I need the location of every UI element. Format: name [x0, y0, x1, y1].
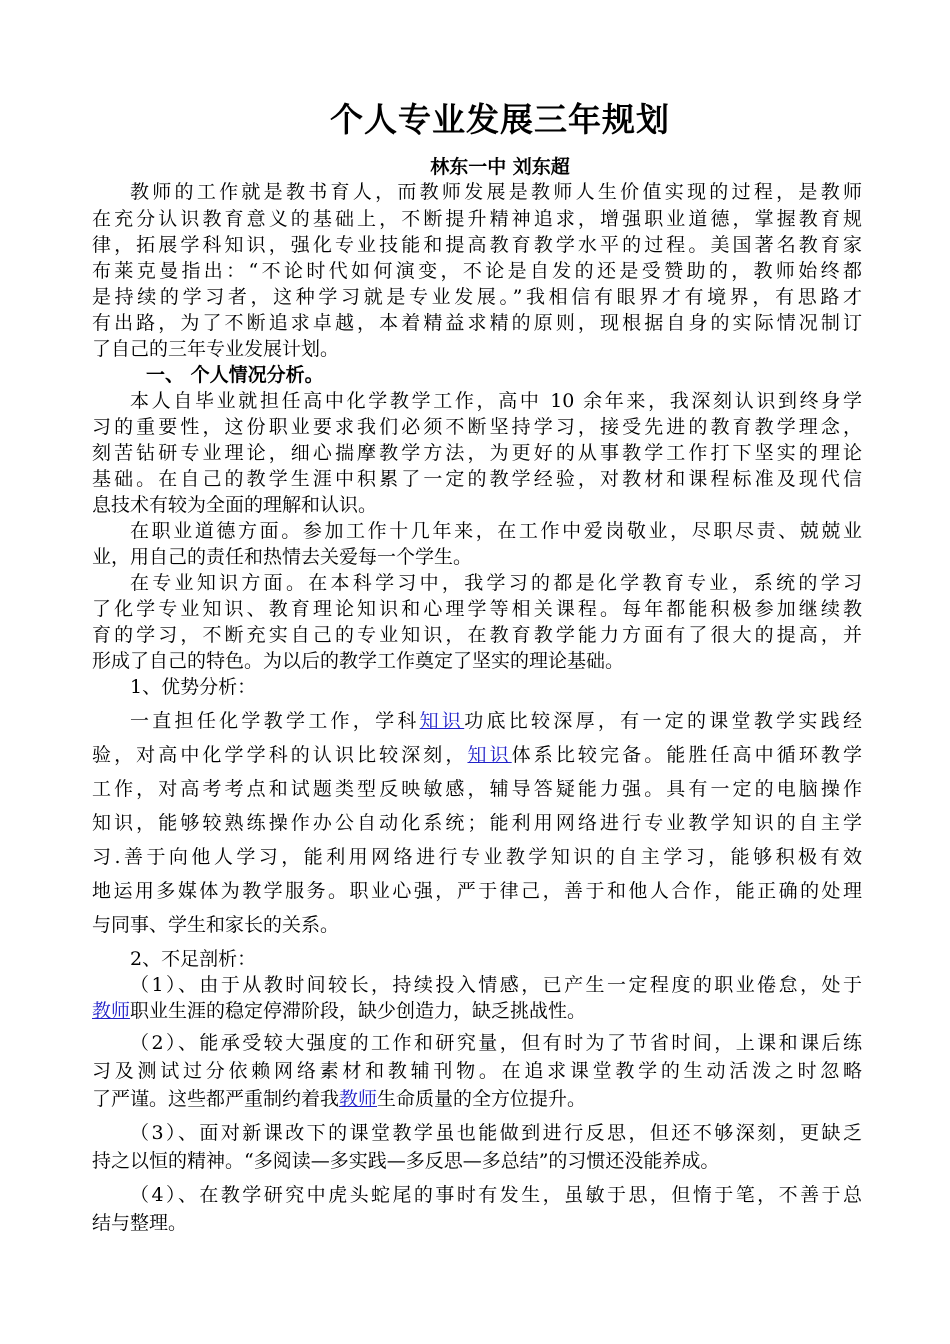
intro-line: 了自己的三年专业发展计划。	[92, 338, 340, 360]
strengths-line: 与同事、学生和家长的关系。	[92, 914, 340, 936]
knowledge-link[interactable]: 知识	[467, 744, 512, 766]
section1-line: 形成了自己的特色。为以后的教学工作奠定了坚实的理论基础。	[92, 650, 625, 672]
intro-line: 律，拓展学科知识，强化专业技能和提高教育教学水平的过程。美国著名教育家	[92, 234, 862, 256]
section1-line: 在专业知识方面。在本科学习中，我学习的都是化学教育专业，系统的学习	[130, 572, 862, 594]
weakness-line: （2）、能承受较大强度的工作和研究量，但有时为了节省时间，上课和课后练	[130, 1032, 862, 1054]
section1-line: 刻苦钻研专业理论，细心揣摩教学方法，为更好的从事教学工作打下坚实的理论	[92, 442, 862, 464]
section1-line: 业，用自己的责任和热情去关爱每一个学生。	[92, 546, 473, 568]
intro-line: 是持续的学习者，这种学习就是专业发展。”我相信有眼界才有境界，有思路才	[92, 286, 862, 308]
strengths-line: 地运用多媒体为教学服务。职业心强，严于律己，善于和他人合作，能正确的处理	[92, 880, 862, 902]
strengths-line: 验，对高中化学学科的认识比较深刻，知识体系比较完备。能胜任高中循环教学	[92, 744, 862, 766]
weakness-heading: 2、不足剖析：	[130, 948, 257, 970]
weakness-line: 结与整理。	[92, 1212, 188, 1234]
section1-line: 在职业道德方面。参加工作十几年来，在工作中爱岗敬业，尽职尽责、兢兢业	[130, 520, 862, 542]
strengths-line: 知识，能够较熟练操作办公自动化系统；能利用网络进行专业教学知识的自主学	[92, 812, 862, 834]
document-title: 个人专业发展三年规划	[330, 100, 670, 139]
strengths-line: 一直担任化学教学工作，学科知识功底比较深厚，有一定的课堂教学实践经	[130, 710, 862, 732]
teacher-link[interactable]: 教师	[339, 1088, 378, 1110]
section1-line: 了化学专业知识、教育理论知识和心理学等相关课程。每年都能积极参加继续教	[92, 598, 862, 620]
knowledge-link[interactable]: 知识	[419, 710, 465, 732]
document-author: 林东一中 刘东超	[430, 156, 570, 178]
teacher-link[interactable]: 教师	[92, 1000, 131, 1022]
weakness-line: 教师职业生涯的稳定停滞阶段，缺少创造力，缺乏挑战性。	[92, 1000, 587, 1022]
weakness-line: 了严谨。这些都严重制约着我教师生命质量的全方位提升。	[92, 1088, 587, 1110]
intro-line: 教师的工作就是教书育人，而教师发展是教师人生价值实现的过程，是教师	[130, 181, 862, 203]
weakness-line: （4）、在教学研究中虎头蛇尾的事时有发生，虽敏于思，但惰于笔，不善于总	[130, 1184, 862, 1206]
intro-line: 布莱克曼指出：“不论时代如何演变，不论是自发的还是受赞助的，教师始终都	[92, 260, 862, 282]
section1-line: 本人自毕业就担任高中化学教学工作，高中 10 余年来，我深刻认识到终身学	[130, 390, 862, 412]
section1-line: 息技术有较为全面的理解和认识。	[92, 494, 378, 516]
weakness-line: （3）、面对新课改下的课堂教学虽也能做到进行反思，但还不够深刻，更缺乏	[130, 1122, 862, 1144]
intro-line: 在充分认识教育意义的基础上，不断提升精神追求，增强职业道德，掌握教育规	[92, 208, 862, 230]
intro-line: 有出路，为了不断追求卓越，本着精益求精的原则，现根据自身的实际情况制订	[92, 312, 862, 334]
weakness-line: 习及测试过分依赖网络素材和教辅刊物。在追求课堂教学的生动活泼之时忽略	[92, 1060, 862, 1082]
section1-line: 基础。在自己的教学生涯中积累了一定的教学经验，对教材和课程标准及现代信	[92, 468, 862, 490]
strengths-line: 工作，对高考考点和试题类型反映敏感，辅导答疑能力强。具有一定的电脑操作	[92, 778, 862, 800]
strengths-heading: 1、优势分析：	[130, 676, 257, 698]
section-heading: 一、 个人情况分析。	[146, 364, 324, 386]
strengths-line: 习.善于向他人学习，能利用网络进行专业教学知识的自主学习，能够积极有效	[92, 846, 862, 868]
weakness-line: （1）、由于从教时间较长，持续投入情感，已产生一定程度的职业倦怠，处于	[130, 974, 862, 996]
section1-line: 育的学习，不断充实自己的专业知识，在教育教学能力方面有了很大的提高，并	[92, 624, 862, 646]
section1-line: 习的重要性，这份职业要求我们必须不断坚持学习，接受先进的教育教学理念，	[92, 416, 862, 438]
weakness-line: 持之以恒的精神。“多阅读—多实践—多反思—多总结”的习惯还没能养成。	[92, 1150, 720, 1172]
